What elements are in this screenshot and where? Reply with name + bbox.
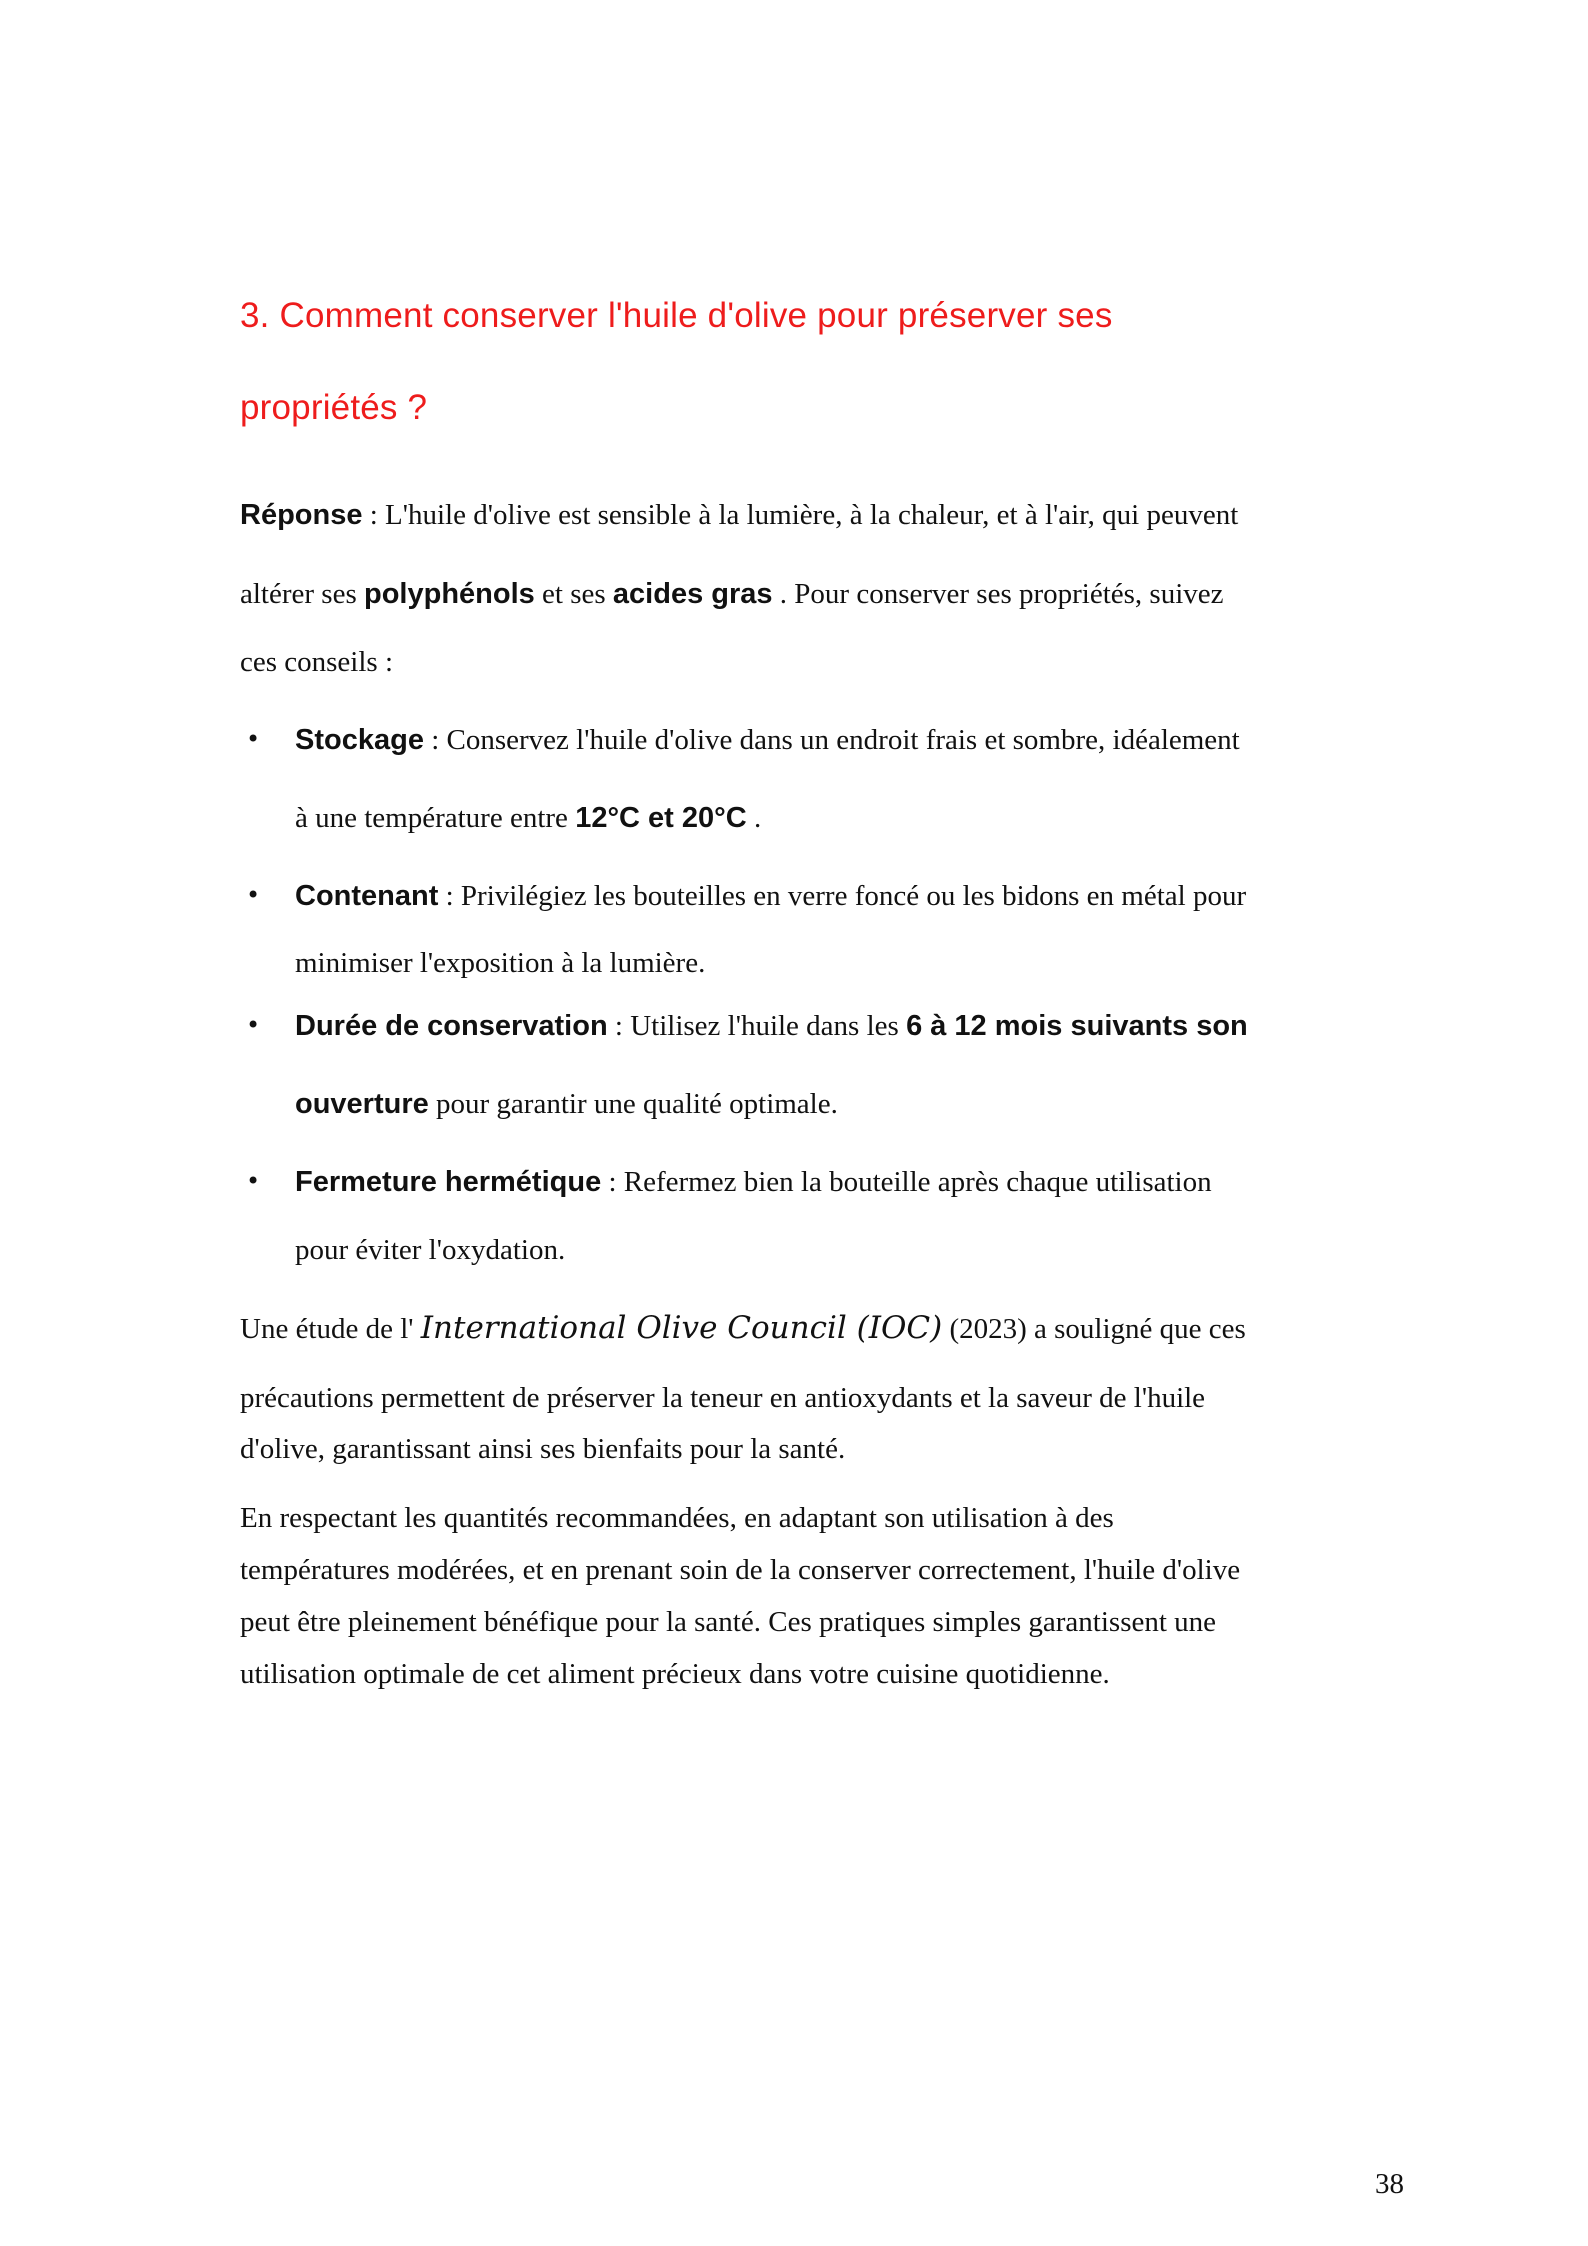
temperature-range: 12°C et 20°C bbox=[575, 802, 747, 834]
list-item-line-1 bbox=[295, 1164, 1212, 1200]
answer-text: et ses bbox=[534, 578, 613, 610]
list-item-line-2 bbox=[295, 800, 761, 836]
list-item-label: Fermeture hermétique bbox=[295, 1166, 602, 1198]
list-item-text: : Conservez l'huile d'olive dans un endroit frais et sombre, idéalement bbox=[423, 724, 1240, 756]
list-item-line-1 bbox=[295, 878, 1246, 914]
list-item-line-1 bbox=[295, 1008, 1248, 1044]
conclusion-line-3: peut être pleinement bénéfique pour la santé. Ces pratiques simples garantissent une bbox=[240, 1606, 1217, 1638]
keyword-acides-gras: acides gras bbox=[612, 578, 773, 610]
answer-line-2 bbox=[240, 576, 1224, 612]
list-item-text: pour garantir une qualité optimale. bbox=[428, 1088, 838, 1120]
answer-label: Réponse bbox=[240, 499, 363, 531]
duration-value: 6 à 12 mois suivants son bbox=[906, 1010, 1248, 1042]
keyword-polyphenols: polyphénols bbox=[364, 578, 535, 610]
list-item-line-2: pour éviter l'oxydation. bbox=[295, 1234, 566, 1266]
list-item-label: Contenant bbox=[295, 880, 439, 912]
answer-line-3: ces conseils : bbox=[240, 646, 394, 678]
list-item-text: : Utilisez l'huile dans les bbox=[607, 1010, 907, 1042]
conclusion-line-2: températures modérées, et en prenant soin de la conserver correctement, l'huile d'olive bbox=[240, 1554, 1241, 1586]
study-line-3: d'olive, garantissant ainsi ses bienfaits pour la santé. bbox=[240, 1433, 846, 1465]
bullet-icon: • bbox=[246, 1011, 261, 1039]
bullet-icon: • bbox=[246, 881, 261, 909]
list-item-line-2: minimiser l'exposition à la lumière. bbox=[295, 947, 706, 979]
study-line-2: précautions permettent de préserver la teneur en antioxydants et la saveur de l'huile bbox=[240, 1382, 1206, 1414]
list-item-line-1 bbox=[295, 722, 1240, 758]
list-item-label: Durée de conservation bbox=[295, 1010, 608, 1042]
answer-text: : L'huile d'olive est sensible à la lumière, à la chaleur, et à l'air, qui peuvent bbox=[362, 499, 1239, 531]
list-item-label: Stockage bbox=[295, 724, 424, 756]
organization-name: International Olive Council (IOC) bbox=[420, 1310, 943, 1346]
section-heading-line-1: 3. Comment conserver l'huile d'olive pour préserver ses bbox=[240, 296, 1113, 335]
bullet-icon: • bbox=[246, 1167, 261, 1195]
list-item-text: à une température entre bbox=[295, 802, 576, 834]
duration-value-continued: ouverture bbox=[295, 1088, 429, 1120]
list-item-text: . bbox=[746, 802, 762, 834]
answer-text: . Pour conserver ses propriétés, suivez bbox=[772, 578, 1224, 610]
list-item-line-2 bbox=[295, 1086, 838, 1122]
list-item-text: : Refermez bien la bouteille après chaque utilisation bbox=[601, 1166, 1212, 1198]
study-line-1 bbox=[240, 1310, 1246, 1347]
bullet-icon: • bbox=[246, 725, 261, 753]
list-item-text: : Privilégiez les bouteilles en verre foncé ou les bidons en métal pour bbox=[438, 880, 1247, 912]
answer-line-1 bbox=[240, 497, 1238, 533]
study-text: Une étude de l' bbox=[240, 1313, 421, 1345]
study-text: (2023) a souligné que ces bbox=[942, 1313, 1246, 1345]
page-number: 38 bbox=[1375, 2168, 1404, 2200]
conclusion-line-1: En respectant les quantités recommandées, en adaptant son utilisation à des bbox=[240, 1502, 1114, 1534]
answer-text: altérer ses bbox=[240, 578, 364, 610]
conclusion-line-4: utilisation optimale de cet aliment précieux dans votre cuisine quotidienne. bbox=[240, 1658, 1110, 1690]
section-heading-line-2: propriétés ? bbox=[240, 388, 428, 427]
